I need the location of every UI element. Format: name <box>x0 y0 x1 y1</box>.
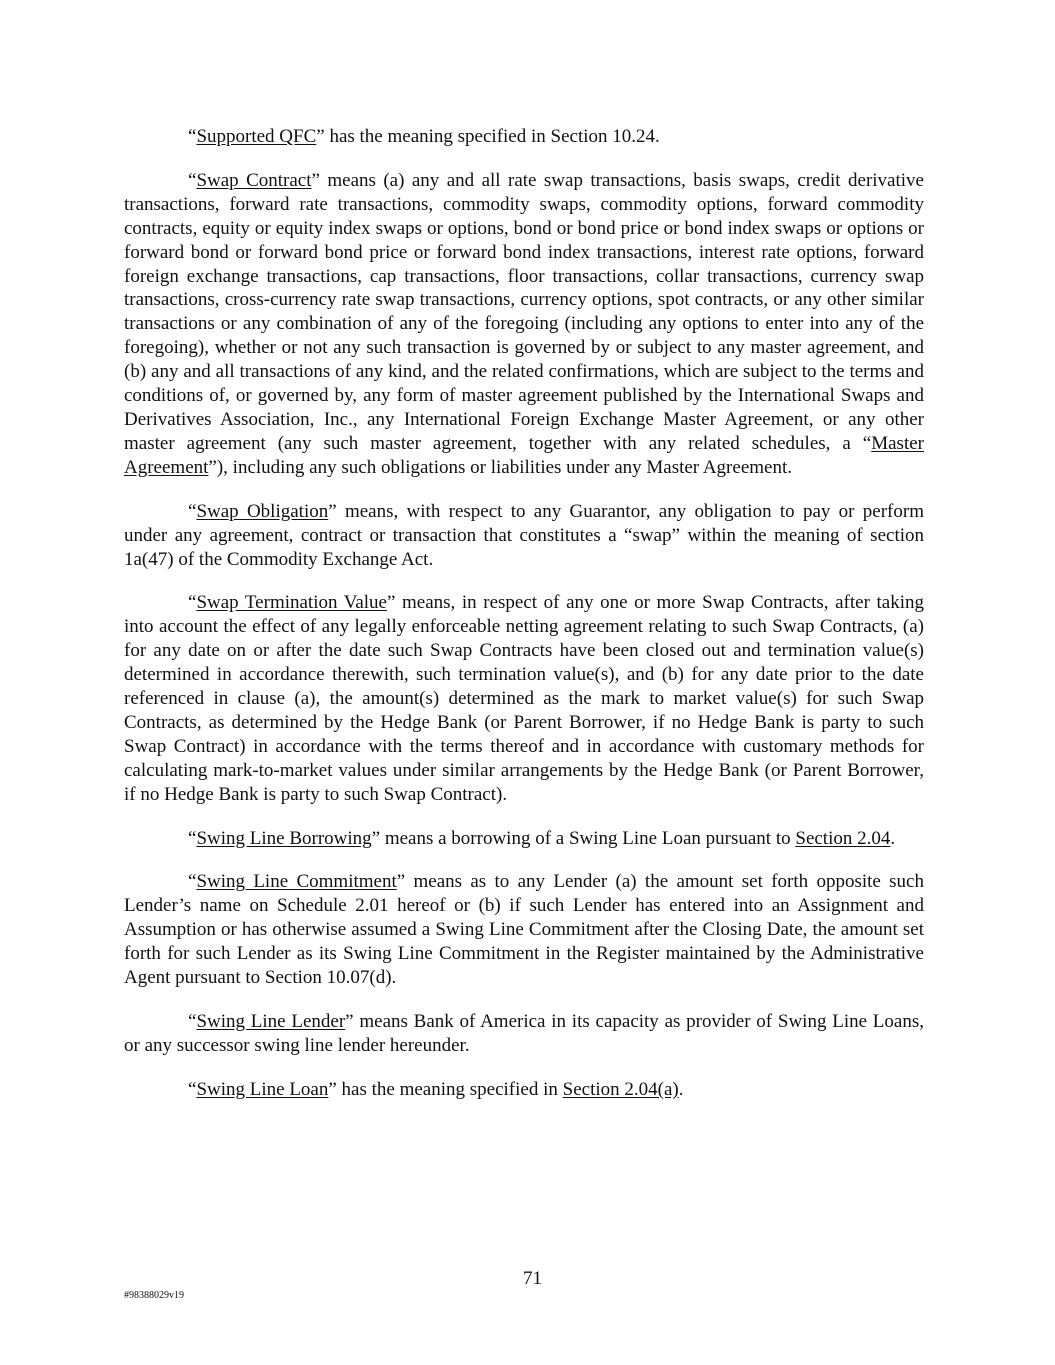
definition-swing-line-loan <box>124 1078 924 1102</box>
document-id: #98388029v19 <box>124 1290 184 1301</box>
defined-term: Swing Line Loan <box>196 1078 329 1100</box>
definition-supported-qfc <box>124 125 924 149</box>
defined-term: Swing Line Commitment <box>196 871 397 893</box>
definition-text: ” means a borrowing of a Swing Line Loan pursuant to <box>371 827 796 849</box>
open-quote: “ <box>188 592 197 614</box>
definition-text-continued: ”), including any such obligations or liabilities under any Master Agreement. <box>208 456 792 478</box>
definition-text: ” has the meaning specified in <box>328 1078 563 1100</box>
definition-swing-line-lender <box>124 1010 924 1058</box>
open-quote: “ <box>188 1078 197 1100</box>
definition-end: . <box>890 827 896 849</box>
section-reference: Section 2.04(a) <box>562 1078 679 1100</box>
defined-term: Supported QFC <box>196 126 317 147</box>
definition-text: ” means (a) any and all rate swap transactions, basis swaps, credit derivative transactions, forward rate transactions, commodity swaps, commodity options, forward commodity contracts, equity or equity index swaps or options, bond or bond price or bond index swaps or options or forward bond or forward bond price or forward bond index transactions, interest rate options, forward foreign exchange transactions, cap transactions, floor transactions, collar transactions, currency swap transactions, cross-currency rate swap transactions, currency options, spot contracts, or any other similar transactions or any combination of any of the foregoing (including any options to enter into any of the foregoing), whether or not any such transaction is governed by or subject to any master agreement, and (b) any and all transactions of any kind, and the related confirmations, which are subject to the terms and conditions of, or governed by, any form of master agreement published by the International Swaps and Derivatives Association, Inc., any International Foreign Exchange Master Agreement, or any other master agreement (any such master agreement, together with any related schedules, a “ <box>124 169 924 454</box>
definition-text: ” means, with respect to any Guarantor, any obligation to pay or perform under any agreement, contract or transaction that constitutes a “swap” within the meaning of section 1a(47) of the Commodity Exchange Act. <box>124 500 924 570</box>
open-quote: “ <box>188 500 197 522</box>
defined-term: Swing Line Lender <box>196 1011 346 1032</box>
definitions-section <box>124 125 924 1122</box>
defined-term: Swap Obligation <box>196 500 329 522</box>
definition-end: . <box>678 1078 684 1100</box>
page-number: 71 <box>523 1268 542 1289</box>
defined-term: Swap Termination Value <box>196 592 387 614</box>
definition-swap-termination-value <box>124 591 924 806</box>
definition-swing-line-commitment <box>124 870 924 990</box>
defined-term: Swing Line Borrowing <box>196 827 372 849</box>
definition-swing-line-borrowing <box>124 827 924 851</box>
definition-text: ” has the meaning specified in Section 10.24. <box>316 126 660 147</box>
open-quote: “ <box>188 126 197 147</box>
defined-term: Swap Contract <box>196 169 312 191</box>
open-quote: “ <box>188 1011 197 1032</box>
definition-text: ” means Bank of America in its capacity as provider of Swing Line Loans, or any successor swing line lender hereunder. <box>124 1011 924 1056</box>
open-quote: “ <box>188 827 197 849</box>
definition-text: ” means as to any Lender (a) the amount set forth opposite such Lender’s name on Schedule 2.01 hereof or (b) if such Lender has entered into an Assignment and Assumption or has otherwise assumed a Swing Line Commitment after the Closing Date, the amount set forth for such Lender as its Swing Line Commitment in the Register maintained by the Administrative Agent pursuant to Section 10.07(d). <box>124 871 924 989</box>
defined-term-inline: Master Agreement <box>124 432 924 478</box>
section-reference: Section 2.04 <box>795 827 891 849</box>
definition-text: ” means, in respect of any one or more Swap Contracts, after taking into account the effect of any legally enforceable netting agreement relating to such Swap Contracts, (a) for any date on or after the date such Swap Contracts have been closed out and termination value(s) determined in accordance therewith, such termination value(s), and (b) for any date prior to the date referenced in clause (a), the amount(s) determined as the mark to market value(s) for such Swap Contracts, as determined by the Hedge Bank (or Parent Borrower, if no Hedge Bank is party to such Swap Contract) in accordance with the terms thereof and in accordance with customary methods for calculating mark-to-market values under similar arrangements by the Hedge Bank (or Parent Borrower, if no Hedge Bank is party to such Swap Contract). <box>124 592 924 805</box>
definition-swap-obligation <box>124 500 924 572</box>
open-quote: “ <box>188 871 197 893</box>
definition-swap-contract <box>124 169 924 480</box>
open-quote: “ <box>188 169 197 191</box>
